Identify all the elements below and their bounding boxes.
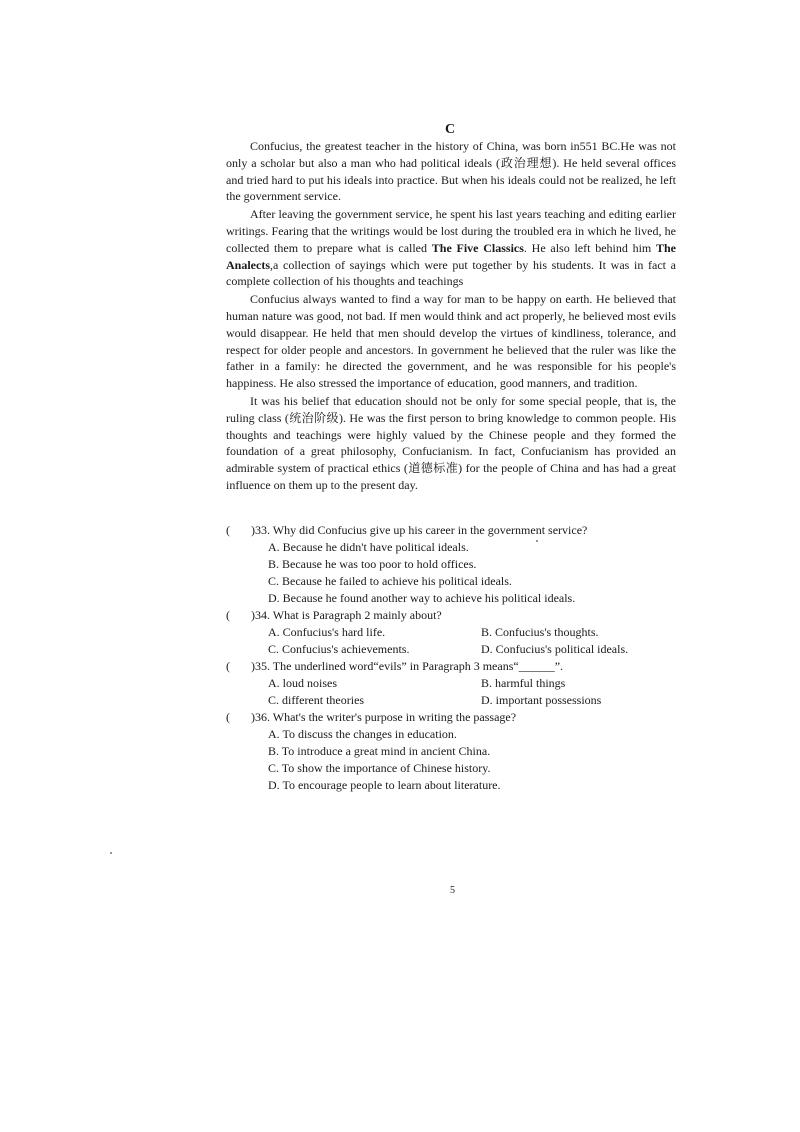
- five-classics-title: The Five Classics: [431, 240, 524, 255]
- option-row: [226, 692, 666, 709]
- option-d: D. Confucius's political ideals.: [481, 642, 629, 656]
- answer-blank[interactable]: ( ): [226, 710, 255, 724]
- question-stem: 34. What is Paragraph 2 mainly about?: [255, 608, 442, 622]
- option-c: C. different theories: [268, 693, 365, 707]
- paragraph-4: It was his belief that education should not be only for some special people, that is, the ruling class (统治阶级). He was the first person to bring knowledge to common people. His thoughts and teachings were highly valued by the Chinese people and they formed the foundation of a great philosophy, Confucianism. In fact, Confucianism has provided an admirable system of practical ethics (道德标准) for the people of China and has had a great influence on them up to the present day.: [226, 393, 676, 492]
- option-d: D. important possessions: [481, 693, 602, 707]
- paragraph-1: Confucius, the greatest teacher in the history of China, was born in551 BC.He was not only a scholar but also a man who had political ideals (政治理想). He held several offices and tried hard to put his ideals into practice. But when his ideals could not be realized, he left the government service.: [226, 139, 676, 204]
- question-list: [226, 522, 666, 794]
- section-letter: C: [444, 122, 456, 137]
- paragraph-2: [226, 206, 676, 290]
- option-b: B. harmful things: [481, 676, 566, 690]
- option-b: B. Because he was too poor to hold offices.: [268, 557, 477, 571]
- option-c: C. Because he failed to achieve his political ideals.: [268, 574, 512, 588]
- option-c: C. Confucius's achievements.: [268, 642, 410, 656]
- option-row: [226, 624, 666, 641]
- option-d: D. To encourage people to learn about literature.: [268, 778, 501, 792]
- option-c: C. To show the importance of Chinese history.: [268, 761, 491, 775]
- answer-blank[interactable]: ( ): [226, 523, 255, 537]
- option-b: B. To introduce a great mind in ancient China.: [268, 744, 491, 758]
- paragraph-3: Confucius always wanted to find a way for man to be happy on earth. He believed that human nature was good, not bad. If men would think and act properly, he believed most evils would disappear. He held that men should develop the virtues of kindliness, tolerance, and respect for older people and ancestors. In government he believed that the ruler was like the father in a family: he directed the government, and he was responsible for his people's happiness. He also stressed the importance of education, good manners, and tradition.: [226, 292, 676, 391]
- answer-blank[interactable]: ( ): [226, 659, 255, 673]
- question-stem: 35. The underlined word“evils” in Paragraph 3 means“______”.: [255, 659, 564, 673]
- option-row: [226, 675, 666, 692]
- option-b: B. Confucius's thoughts.: [481, 625, 599, 639]
- paragraph-2-text-a: After leaving the government service, he spent his last years teaching and editing earlier writings. Fearing that the writings would be lost during the troubled era in which he lived, he collected them to prepare what is called: [226, 207, 676, 255]
- option-a: A. Because he didn't have political ideals.: [268, 540, 469, 554]
- question-35: [226, 658, 666, 675]
- question-stem: 33. Why did Confucius give up his career in the government service?: [255, 523, 588, 537]
- scan-speck: [110, 852, 112, 854]
- question-34: [226, 607, 666, 624]
- scan-speck: [536, 540, 538, 542]
- option-a: A. Confucius's hard life.: [268, 625, 386, 639]
- question-stem: 36. What's the writer's purpose in writing the passage?: [255, 710, 517, 724]
- question-36: [226, 709, 666, 726]
- paragraph-2-text-e: ,a collection of sayings which were put together by his students. It was in fact a complete collection of his thoughts and teachings: [226, 257, 676, 289]
- answer-blank[interactable]: ( ): [226, 608, 255, 622]
- option-row: [226, 641, 666, 658]
- option-a: A. To discuss the changes in education.: [268, 727, 457, 741]
- option-a: A. loud noises: [268, 676, 337, 690]
- analects-title: The Analects: [226, 240, 677, 272]
- page-number: 5: [450, 885, 455, 896]
- question-33: [226, 522, 666, 539]
- paragraph-2-text-c: . He also left behind him: [523, 240, 656, 255]
- option-d: D. Because he found another way to achieve his political ideals.: [268, 591, 576, 605]
- reading-passage: [226, 138, 676, 495]
